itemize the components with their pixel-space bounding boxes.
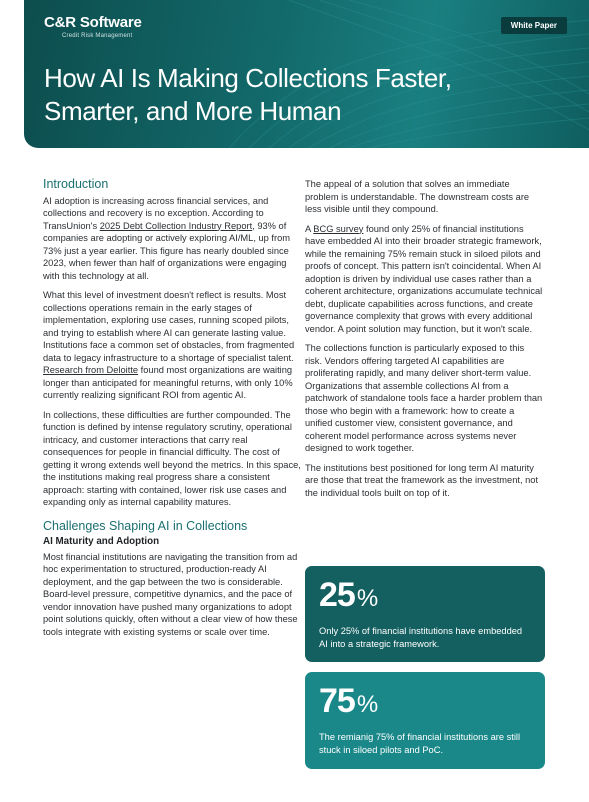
stat-value [319, 576, 377, 615]
right-column [305, 178, 543, 506]
challenges-paragraph: Most financial institutions are navigating the transition from ad hoc experimentation to structured, production-ready AI deployment, and the gap between the two is considerable. Board-level pressure, competitive dynamics, and the pace of vendor innovation have pushed many organizations to adopt point solutions quickly, often without a clear view of how these tools integrate with existing systems or scale over time. [43, 551, 298, 637]
left-column [43, 178, 305, 645]
stat-card-75 [305, 672, 545, 769]
stat-description: Only 25% of financial institutions have embedded AI into a strategic framework. [319, 626, 523, 649]
page-title-line-2: Smarter, and More Human [44, 96, 342, 126]
page-title-line-1: How AI Is Making Collections Faster, [44, 63, 452, 93]
ai-maturity-subheading: AI Maturity and Adoption [43, 536, 160, 547]
deloitte-research-link[interactable]: Research from Deloitte [43, 365, 139, 375]
intro-text: AI adoption is increasing across financial services, and collections and recovery is no exception. According to TransUnion's [43, 195, 269, 231]
intro-paragraph-2 [43, 289, 305, 402]
intro-text: found most organizations are waiting longer than anticipated for meaningful returns, with only 10% currently realizing significant ROI from agentic AI. [43, 365, 293, 400]
right-paragraph-1: The appeal of a solution that solves an immediate problem is understandable. The downstream costs are less visible until they compound. [305, 179, 530, 214]
document-type-badge: White Paper [501, 17, 567, 34]
stat-unit: % [356, 691, 378, 718]
stat-card-25 [305, 566, 545, 662]
intro-text: , 93% of companies are adopting or actively exploring AI/ML, up from 73% just a year earlier. This figure has nearly doubled since 2023, when fewer than half of organizations were engaging with this technology at all. [43, 220, 291, 281]
intro-text: What this level of investment doesn't reflect is results. Most collections operations remain in the early stages of implementation, exploring use cases, running scoped pilots, and trying to establish where AI can generate lasting value. Institutions face a common set of obstacles, from fragmented data to legacy infrastructure to a shortage of specialist talent. [43, 290, 295, 363]
introduction-heading: Introduction [43, 177, 109, 191]
intro-paragraph-1 [43, 195, 305, 283]
stat-number: 75 [319, 682, 355, 720]
brand-tagline: Credit Risk Management [62, 33, 133, 39]
bcg-survey-link[interactable]: BCG survey [313, 223, 364, 234]
body-text: found only 25% of financial institutions have embedded AI into their broader strategic framework, while the remaining 75% remain stuck in siloed pilots and proofs of concept. This pattern isn't coincidental. When AI adoption is driven by individual use cases rather than a coherent architecture, organizations accumulate technical debt, duplicate capabilities across functions, and create governance complexity that grows with every additional vendor. A point solution may function, but it won't scale. [305, 223, 543, 334]
stat-description: The remianig 75% of financial institutions are still stuck in siloed pilots and PoC. [319, 732, 521, 755]
right-paragraph-4: The institutions best positioned for long term AI maturity are those that treat the framework as the investment, not the individual tools built on top of it. [305, 462, 539, 498]
intro-paragraph-3: In collections, these difficulties are further compounded. The function is defined by intense regulatory scrutiny, operational intricacy, and customer interactions that carry real consequences for people in financial difficulty. The cost of getting it wrong extends well beyond the metrics. In this space, the institutions making real progress share a consistent approach: starting with contained, lower risk use cases and expanding only as internal capability matures. [43, 409, 301, 507]
right-paragraph-3: The collections function is particularly exposed to this risk. Vendors offering targeted AI capabilities are proliferating rapidly, and many deliver short-term value. Organizations that assemble collections AI from a patchwork of standalone tools face a harder problem than those who begin with a framework: how to create a unified customer view, consistent governance, and coherent model performance across systems never designed to work together. [305, 343, 543, 453]
stat-unit: % [356, 585, 378, 612]
right-paragraph-2 [305, 223, 543, 336]
brand-logo-text: C&R Software [44, 14, 142, 31]
transunion-report-link[interactable]: 2025 Debt Collection Industry Report [99, 220, 253, 231]
challenges-heading: Challenges Shaping AI in Collections [43, 518, 248, 533]
hero-banner [24, 0, 589, 148]
page-title [44, 62, 544, 128]
stat-number: 25 [319, 576, 355, 614]
stat-value [319, 682, 377, 721]
body-text: A [305, 223, 314, 234]
